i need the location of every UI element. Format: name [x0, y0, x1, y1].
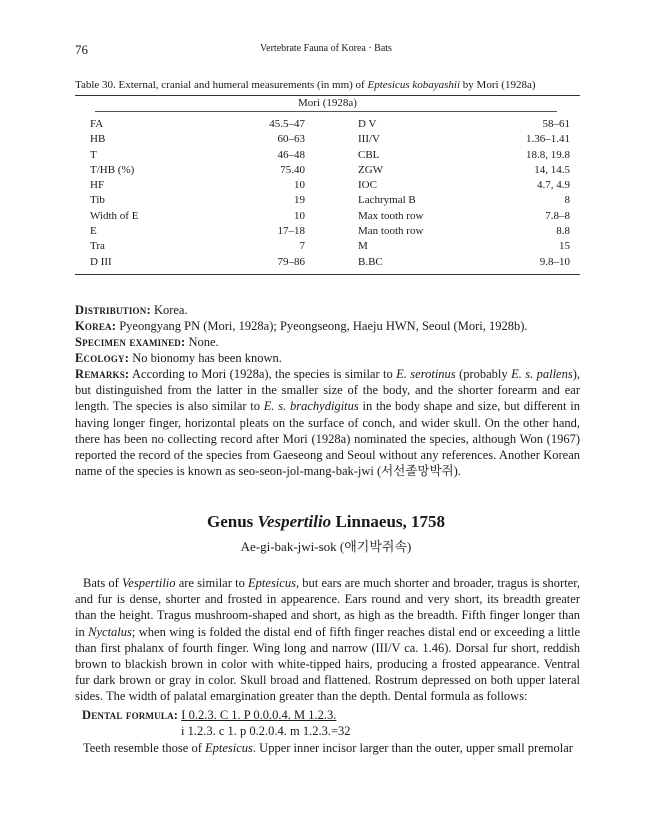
- table-body: [75, 112, 580, 274]
- measure-value: 60–63: [277, 133, 305, 146]
- measure-value: 46–48: [277, 148, 305, 161]
- table-row: [75, 209, 580, 224]
- ecology-paragraph: Ecology: No bionomy has been known.: [75, 351, 282, 365]
- measure-value: 19: [294, 194, 305, 207]
- measure-value: 10: [294, 209, 305, 222]
- dental-formula-upper: I 0.2.3. C 1. P 0.0.0.4. M 1.2.3.: [181, 708, 337, 722]
- distribution-paragraph: Distribution: Korea.: [75, 303, 188, 317]
- measure-value: 58–61: [542, 118, 570, 130]
- measure-value: 4.7, 4.9: [537, 179, 570, 192]
- measure-value: 14, 14.5: [534, 163, 570, 176]
- measure-name: E: [90, 225, 97, 238]
- measure-value: 18.8, 19.8: [526, 148, 570, 161]
- measure-value: 17–18: [277, 225, 305, 238]
- measure-name: Width of E: [90, 209, 139, 222]
- table-row: [75, 239, 580, 254]
- measurement-table: [75, 95, 580, 275]
- page-header: [0, 42, 652, 58]
- measure-value: 75.40: [280, 163, 305, 176]
- measure-name: M: [358, 240, 368, 253]
- genus-description: Bats of Vespertilio are similar to Eptesicus, but ears are much shorter and broader, tragus is shorter, and fur is dense, shorter and frosted in appearence. Ears round and very short, its breadth greater than the height. Tragus mushroom-shaped and short, as high as the breadth. Fifth finger longer than in Nyctalus; when wing is folded the distal end of fifth finger reaches distal end or exceeding a little than first phalanx of fourth finger. Wing long and narrow (III/V ca. 1.46). Dorsal fur short, reddish brown to blackish brown in color with white-tipped hairs, producing a frosted appearance. Ventral fur dark brown or gray in color. Skull broad and flattened. Rostrum depressed on both upper lateral sides. The width of palatal emargination greater than the depth. Dental formula as follows:: [75, 576, 581, 704]
- measure-name: CBL: [358, 148, 380, 161]
- table-row: [75, 224, 580, 239]
- remarks-paragraph: Remarks: According to Mori (1928a), the species is similar to E. serotinus (probably E. s. pallens), but distinguished from the latter in the smaller size of the body, and the shorter forearm and ear length. The species is also similar to E. s. brachydigitus in the body shape and size, but different in having longer finger, horizontal pleats on the surface of conch, and wider skull. On the other hand, there has been no collecting record after Mori (1928a) nominated the species, although Won (1967) reported the record of the species from Gaeseong and Seoul without any references. Another Korean name of the species is known as seo-seon-jol-mang-bak-jwi (서선졸망박쥐).: [75, 367, 580, 479]
- table-row: [75, 163, 580, 178]
- measure-value: 1.36–1.41: [526, 133, 570, 146]
- measure-name: Man tooth row: [358, 225, 424, 238]
- table-row: [75, 255, 580, 270]
- measure-name: HB: [90, 133, 106, 146]
- table-group-header: Mori (1928a): [298, 97, 357, 109]
- measure-name: Tra: [90, 240, 105, 253]
- measure-value: 7.8–8: [545, 209, 570, 222]
- measure-value: 8.8: [556, 225, 570, 238]
- dental-formula-lower: i 1.2.3. c 1. p 0.2.0.4. m 1.2.3.=32: [181, 724, 351, 738]
- measure-name: T: [90, 148, 97, 161]
- page-number: 76: [75, 42, 88, 57]
- measure-name: HF: [90, 179, 105, 192]
- table-row: [75, 132, 580, 147]
- measure-value: 15: [559, 240, 570, 253]
- table-row: [75, 117, 580, 132]
- measure-value: 8: [564, 194, 570, 207]
- measure-name: IOC: [358, 179, 377, 192]
- measure-name: Max tooth row: [358, 209, 424, 222]
- measure-name: B.BC: [358, 255, 383, 268]
- teeth-paragraph: Teeth resemble those of Eptesicus. Upper inner incisor larger than the outer, upper small premolar: [83, 741, 573, 755]
- measure-value: 79–86: [277, 255, 305, 268]
- measure-name: III/V: [358, 133, 380, 146]
- genus-korean-name: Ae-gi-bak-jwi-sok (애기박쥐속): [240, 539, 412, 554]
- measure-value: 9.8–10: [539, 255, 570, 268]
- running-title: Vertebrate Fauna of Korea · Bats: [260, 43, 392, 54]
- table-caption: Table 30. External, cranial and humeral measurements (in mm) of Eptesicus kobayashii by Mori (1928a): [75, 79, 536, 91]
- measure-value: 45.5–47: [269, 118, 305, 130]
- measure-name: ZGW: [358, 163, 384, 176]
- measure-name: FA: [90, 118, 104, 130]
- measure-value: 10: [294, 179, 305, 192]
- table-bottom-rule: [75, 274, 580, 275]
- measure-name: D III: [90, 255, 112, 268]
- measure-value: 7: [299, 240, 305, 253]
- table-row: [75, 193, 580, 208]
- measure-name: Lachrymal B: [358, 194, 416, 207]
- korea-paragraph: Korea: Pyeongyang PN (Mori, 1928a); Pyeongseong, Haeju HWN, Seoul (Mori, 1928b).: [75, 319, 528, 333]
- measure-name: Tib: [90, 194, 105, 207]
- table-row: [75, 148, 580, 163]
- measure-name: T/HB (%): [90, 163, 135, 176]
- measure-name: D V: [358, 118, 377, 130]
- genus-heading: Genus Vespertilio Linnaeus, 1758: [206, 512, 446, 531]
- dental-formula-upper-line: Dental formula: I 0.2.3. C 1. P 0.0.0.4. M 1.2.3.: [82, 708, 337, 722]
- table-row: [75, 178, 580, 193]
- specimen-paragraph: Specimen examined: None.: [75, 335, 219, 349]
